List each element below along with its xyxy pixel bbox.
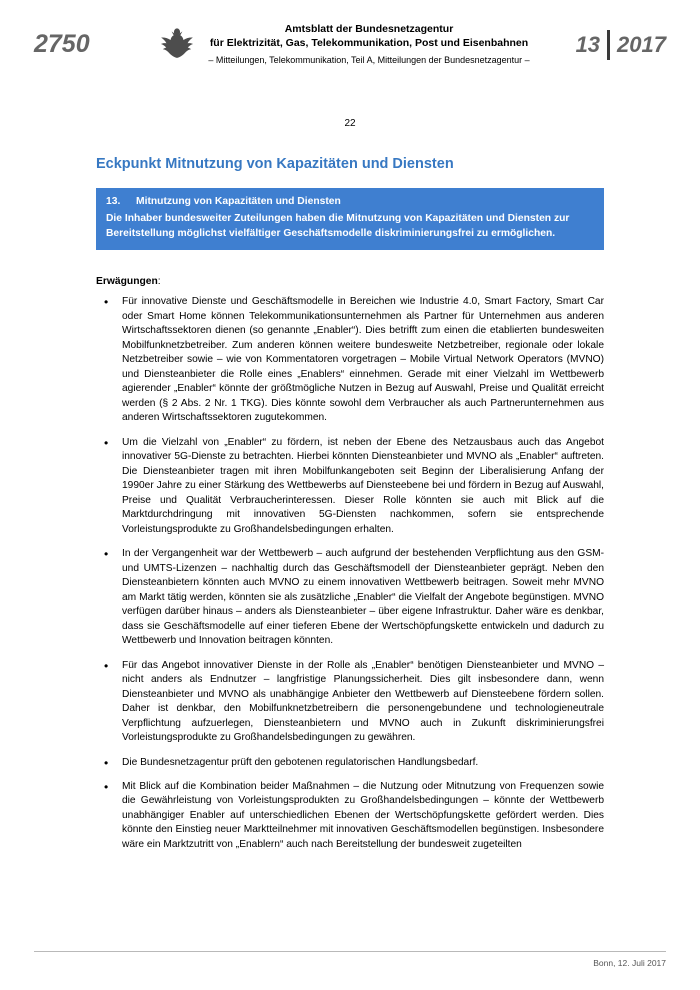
- page-title: Eckpunkt Mitnutzung von Kapazitäten und Diensten: [96, 155, 454, 172]
- considerations-label-colon: :: [157, 276, 161, 288]
- header-right: [546, 30, 666, 60]
- page-footer: [34, 951, 666, 968]
- page-number-left: 2750: [34, 30, 90, 59]
- highlight-box-heading-text: Mitnutzung von Kapazitäten und Diensten: [136, 195, 341, 207]
- highlight-box-text: Die Inhaber bundesweiter Zuteilungen haben die Mitnutzung von Kapazitäten und Diensten zur Bereitstellung möglichst vielfältiger Geschäftsmodelle diskriminierungsfrei zu ermöglichen.: [106, 212, 570, 239]
- list-item: • Für das Angebot innovativer Dienste in der Rolle als „Enabler“ benötigen Diensteanbieter und MVNO – nicht anders als Endnutzer – langfristige Planungssicherheit. Dies gilt insbesondere dann, wenn Diensteanbieter und MVNO als unabhängige Anbieter den Wettbewerb auf Diensteebene fördern sollen. Daher ist denkbar, den Mobilfunknetzbetreibern die personengebundene und technologieneutrale Verpflichtung aufzuerlegen, Diensteanbietern und MVNO auch in Zukunft diskriminierungsfrei Vorleistungsprodukte zu Großhandelsbedingungen zu gewähren.: [96, 659, 604, 746]
- publication-subtitle: für Elektrizität, Gas, Telekommunikation, Post und Eisenbahnen: [209, 37, 529, 50]
- issue-number: 13: [575, 31, 601, 57]
- header-title-block: [208, 22, 529, 68]
- issue-year: 2017: [617, 31, 666, 57]
- list-item: • Die Bundesnetzagentur prüft den gebotenen regulatorischen Handlungsbedarf.: [96, 756, 604, 770]
- federal-eagle-icon: [160, 23, 194, 63]
- issue-divider: [607, 30, 610, 60]
- footer-divider: [34, 951, 666, 952]
- considerations-label: [96, 276, 604, 287]
- page-content: [0, 118, 700, 853]
- footer-text: Bonn, 12. Juli 2017: [593, 958, 666, 968]
- considerations-label-text: Erwägungen: [96, 276, 158, 288]
- header-left: [34, 30, 144, 59]
- list-item: • Um die Vielzahl von „Enabler“ zu fördern, ist neben der Ebene des Netzausbaus auch das Angebot innovativer 5G-Dienste zu betrachten. Hierbei könnten Diensteanbieter und MVNO als „Enabler“ auftreten. Die Diensteanbieter tragen mit ihren Mobilfunkangeboten seit Beginn der Liberalisierung Anfang der 1990er Jahre zu einer Stärkung des Wettbewerbs auf Diensteebene bei und fördern in Bezug auf Auswahl, Preise und Qualität Verbraucherinteressen. Dieser Rolle könnten sie auch mit Blick auf die Marktdurchdringung mit innovativen 5G-Diensten nachkommen, sofern sie entsprechende Vorleistungsprodukte zu Großhandelsbedingungen erhalten.: [96, 436, 604, 537]
- header-center: [144, 22, 546, 68]
- list-item: • In der Vergangenheit war der Wettbewerb – auch aufgrund der bestehenden Verpflichtung aus den GSM- und UMTS-Lizenzen – nachhaltig durch das Geschäftsmodell der Diensteanbieter geprägt. Neben den Diensteanbietern könnten auch MVNO zu einem innovativen Wettbewerb beitragen. Soweit mehr MVNO am Markt tätig werden, könnten sie als zusätzliche „Enabler“ die Vielfalt der Angebote begünstigen. MVNO verfügen darüber hinaus – anders als Diensteanbieter – über eigene Infrastruktur. Daher wäre es denkbar, dass sie Geschäftsmodelle auf einer tieferen Ebene der Wertschöpfungskette entwickeln und dadurch zu Wettbewerb und Innovation beitragen könnten.: [96, 547, 604, 648]
- inner-page-number: 22: [344, 117, 356, 129]
- highlight-box: [96, 188, 604, 251]
- publication-section-line: – Mitteilungen, Telekommunikation, Teil A, Mitteilungen der Bundesnetzagentur –: [208, 55, 530, 66]
- page-header: [0, 0, 700, 74]
- highlight-box-number: 13.: [106, 195, 121, 207]
- highlight-box-heading: [106, 195, 594, 210]
- considerations-list: [96, 295, 604, 852]
- list-item: • Für innovative Dienste und Geschäftsmodelle in Bereichen wie Industrie 4.0, Smart Factory, Smart Car oder Smart Home können Telekommunikationsunternehmen als Partner für Unternehmen aus anderen Wirtschaftssektoren dienen (so genannte „Enabler“). Dies betrifft zum einen die etablierten bundesweiten Mobilfunknetzbetreiber. Zum anderen können weitere bundesweite Netzbetreiber, regionale oder lokale Netzbetreiber sowie – wie von Kommentatoren vorgetragen – Mobile Virtual Network Operators (MVNO) und Diensteanbieter die Rolle eines „Enablers“ einnehmen. Gerade mit einer Vielzahl im Wettbewerb agierender „Enabler“ könnte der größtmögliche Nutzen in Bezug auf Auswahl, Preise und Qualität erreicht werden (§ 2 Abs. 2 Nr. 1 TKG). Dies könnte sowohl dem Verbraucher als auch Partnerunternehmen aus anderen Wirtschaftssektoren zugutekommen.: [96, 295, 604, 425]
- publication-title: Amtsblatt der Bundesnetzagentur: [284, 23, 454, 35]
- list-item: • Mit Blick auf die Kombination beider Maßnahmen – die Nutzung oder Mitnutzung von Frequenzen sowie die Gewährleistung von Vorleistungsprodukten zu Großhandelsbedingungen – könnte der Wettbewerb unabhängiger Enabler auf unterschiedlichen Ebenen der Wertschöpfungskette gefördert werden. Dies könnte den Einstieg neuer Marktteilnehmer mit innovativen Geschäftsmodellen begünstigen. Insbesondere wäre ein Marktzutritt von „Enablern“ auch nach Bereitstellung der bundesweit zugeteilten: [96, 780, 604, 852]
